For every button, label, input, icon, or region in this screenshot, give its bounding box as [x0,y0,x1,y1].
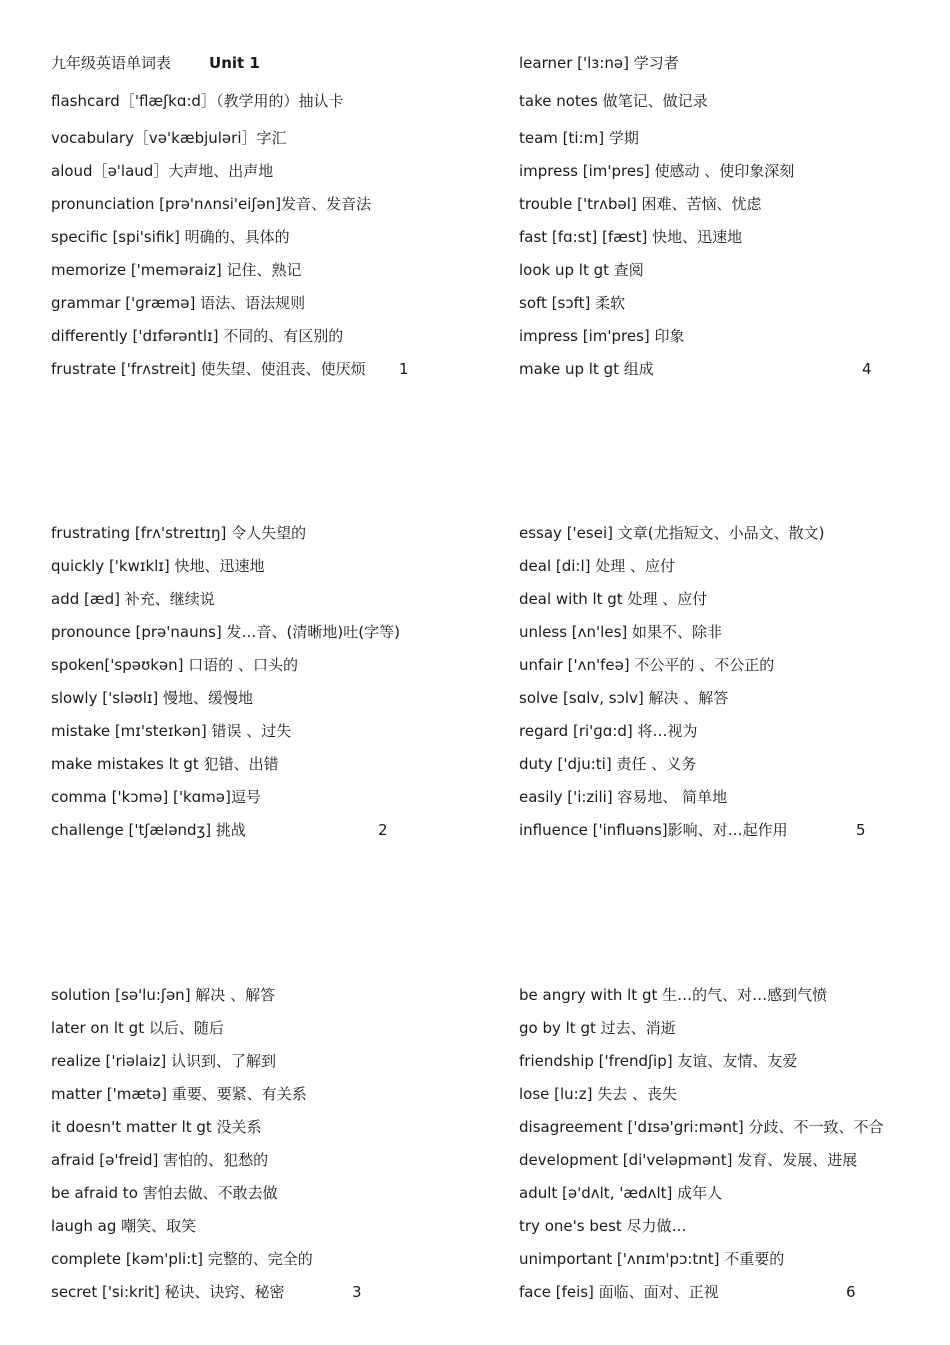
page-number: 6 [846,1283,856,1301]
vocab-entry: face [feis] 面临、面对、正视 [519,1283,719,1301]
vocab-entry: take notes 做笔记、做记录 [519,92,708,110]
vocab-entry: unfair ['ʌn'feə] 不公平的 、不公正的 [519,656,775,674]
vocab-entry: challenge ['tʃæləndʒ] 挑战 [51,821,246,839]
vocab-entry: differently ['dɪfərəntlɪ] 不同的、有区别的 [51,327,344,345]
vocab-entry: team [ti:m] 学期 [519,129,639,147]
vocab-entry: influence ['influəns]影响、对…起作用 [519,821,788,839]
document-title: 九年级英语单词表 [51,54,172,72]
vocab-entry: realize ['riəlaiz] 认识到、了解到 [51,1052,277,1070]
vocab-entry: grammar ['ɡræmə] 语法、语法规则 [51,294,306,312]
vocab-entry: deal with lt gt 处理 、应付 [519,590,708,608]
vocab-entry: adult [ə'dʌlt, 'ædʌlt] 成年人 [519,1184,723,1202]
page-number: 2 [378,821,388,839]
document-header [51,53,260,73]
vocab-entry: solution [sə'lu:ʃən] 解决 、解答 [51,986,276,1004]
vocab-entry: impress [im'pres] 印象 [519,327,685,345]
vocab-entry: it doesn't matter lt gt 没关系 [51,1118,262,1136]
vocab-entry: lose [lu:z] 失去 、丧失 [519,1085,677,1103]
vocab-entry: vocabulary［və'kæbjuləri］字汇 [51,129,287,147]
vocab-entry: mistake [mɪ'steɪkən] 错误 、过失 [51,722,292,740]
vocab-entry: friendship ['frendʃip] 友谊、友情、友爱 [519,1052,798,1070]
vocab-entry: solve [sɑlv, sɔlv] 解决 、解答 [519,689,729,707]
vocab-entry: pronounce [prə'nauns] 发…音、(清晰地)吐(字等) [51,623,400,641]
vocab-entry: frustrate ['frʌstreit] 使失望、使沮丧、使厌烦 [51,360,366,378]
vocab-entry: comma ['kɔmə] ['kɑmə]逗号 [51,788,261,806]
vocab-entry: flashcard［'flæʃkɑ:d］（教学用的）抽认卡 [51,92,344,110]
vocab-entry: try one's best 尽力做… [519,1217,687,1235]
vocab-entry: go by lt gt 过去、消逝 [519,1019,676,1037]
vocab-entry: unimportant ['ʌnɪm'pɔ:tnt] 不重要的 [519,1250,785,1268]
vocab-entry: specific [spi'sifik] 明确的、具体的 [51,228,290,246]
vocab-entry: look up lt gt 查阅 [519,261,644,279]
vocab-entry: make mistakes lt gt 犯错、出错 [51,755,279,773]
vocab-entry: quickly ['kwɪklɪ] 快地、迅速地 [51,557,265,575]
vocab-entry: disagreement ['dɪsə'gri:mənt] 分歧、不一致、不合 [519,1118,884,1136]
vocab-entry: unless [ʌn'les] 如果不、除非 [519,623,722,641]
vocab-entry: frustrating [frʌ'streɪtɪŋ] 令人失望的 [51,524,307,542]
vocab-entry: make up lt gt 组成 [519,360,654,378]
vocab-entry: matter ['mætə] 重要、要紧、有关系 [51,1085,307,1103]
vocab-entry: learner ['lɜ:nə] 学习者 [519,54,679,72]
vocab-entry: fast [fɑ:st] [fæst] 快地、迅速地 [519,228,743,246]
vocab-entry: secret ['si:krit] 秘诀、诀窍、秘密 [51,1283,285,1301]
vocab-entry: soft [sɔft] 柔软 [519,294,626,312]
page-number: 5 [856,821,866,839]
vocab-entry: trouble ['trʌbəl] 困难、苦恼、忧虑 [519,195,762,213]
vocab-entry: easily ['i:zili] 容易地、 简单地 [519,788,728,806]
vocab-entry: development [di'veləpmənt] 发育、发展、进展 [519,1151,858,1169]
vocab-entry: impress [im'pres] 使感动 、使印象深刻 [519,162,795,180]
vocab-entry: add [æd] 补充、继续说 [51,590,215,608]
vocab-entry: spoken['spəʊkən] 口语的 、口头的 [51,656,299,674]
vocab-entry: be afraid to 害怕去做、不敢去做 [51,1184,278,1202]
vocab-entry: aloud［ə'laud］大声地、出声地 [51,162,274,180]
page-number: 4 [862,360,872,378]
vocab-entry: duty ['dju:ti] 责任 、义务 [519,755,697,773]
vocab-entry: deal [di:l] 处理 、应付 [519,557,676,575]
vocab-entry: slowly ['sləʊlɪ] 慢地、缓慢地 [51,689,254,707]
vocab-entry: afraid [ə'freid] 害怕的、犯愁的 [51,1151,269,1169]
vocab-entry: pronunciation [prə'nʌnsi'eiʃən]发音、发音法 [51,195,372,213]
vocab-entry: essay ['esei] 文章(尤指短文、小品文、散文) [519,524,825,542]
vocab-entry: later on lt gt 以后、随后 [51,1019,224,1037]
vocab-entry: complete [kəm'pli:t] 完整的、完全的 [51,1250,313,1268]
page-number: 3 [352,1283,362,1301]
vocab-entry: be angry with lt gt 生…的气、对…感到气愤 [519,986,828,1004]
page-number: 1 [399,360,409,378]
unit-label: Unit 1 [209,54,260,72]
vocab-entry: memorize ['memәraiz] 记住、熟记 [51,261,302,279]
vocab-entry: regard [ri'ɡɑ:d] 将…视为 [519,722,698,740]
vocab-entry: laugh ag 嘲笑、取笑 [51,1217,197,1235]
